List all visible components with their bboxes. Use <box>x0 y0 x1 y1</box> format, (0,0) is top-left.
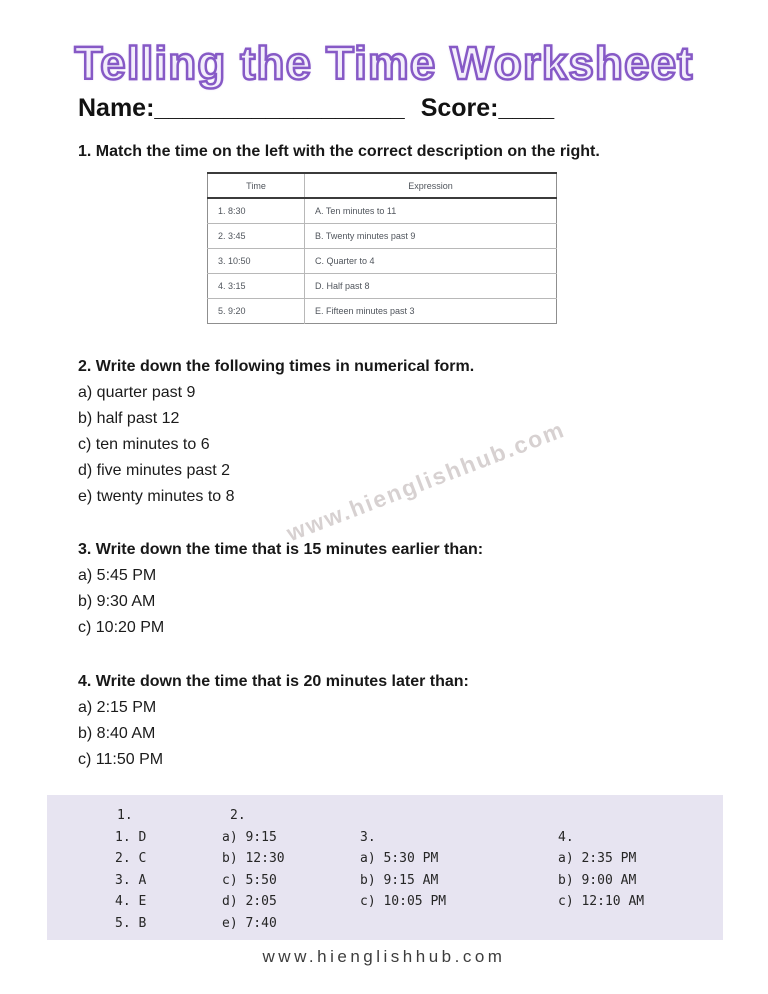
matching-table <box>207 172 557 324</box>
watermark-text: www.hienglishhub.com <box>282 415 569 547</box>
answer-q3-item: c) 10:05 PM <box>360 894 447 909</box>
answer-column-q4 <box>558 827 644 913</box>
table-header-time: Time <box>208 173 305 198</box>
table-row <box>208 248 557 273</box>
table-header-expression: Expression <box>305 173 557 198</box>
question-2-heading: 2. Write down the following times in numerical form. <box>78 358 475 375</box>
table-cell-expression: C. Quarter to 4 <box>305 248 557 273</box>
answer-column-q1 <box>115 805 146 934</box>
name-blank-line: __________________ <box>154 94 405 122</box>
answer-q2-item: b) 12:30 <box>222 851 285 866</box>
score-blank-line: ____ <box>498 94 555 122</box>
question-4-item-b: b) 8:40 AM <box>78 725 156 742</box>
footer-website-url: www.hienglishhub.com <box>262 947 506 966</box>
question-4-heading: 4. Write down the time that is 20 minutes later than: <box>78 673 469 690</box>
question-3-item-b: b) 9:30 AM <box>78 593 156 610</box>
question-3-heading: 3. Write down the time that is 15 minutes earlier than: <box>78 541 484 558</box>
name-label: Name: <box>78 94 155 122</box>
answer-q2-item: c) 5:50 <box>222 872 277 888</box>
answer-q1-header: 1. <box>117 808 133 823</box>
question-1-heading: 1. Match the time on the left with the correct description on the right. <box>78 143 600 160</box>
question-2-item-e: e) twenty minutes to 8 <box>78 488 235 505</box>
score-label: Score: <box>420 94 499 122</box>
answer-key-box <box>47 795 723 940</box>
answer-q4-item: c) 12:10 AM <box>558 894 645 909</box>
table-cell-time: 4. 3:15 <box>208 273 305 298</box>
answer-q1-item: 4. E <box>115 894 147 909</box>
table-cell-expression: D. Half past 8 <box>305 273 557 298</box>
table-row <box>208 223 557 248</box>
question-4-item-c: c) 11:50 PM <box>78 751 164 768</box>
answer-q2-item: e) 7:40 <box>222 915 277 931</box>
answer-q3-item: b) 9:15 AM <box>360 872 439 888</box>
question-2-item-c: c) ten minutes to 6 <box>78 436 210 453</box>
table-cell-time: 1. 8:30 <box>208 198 305 223</box>
table-cell-time: 3. 10:50 <box>208 248 305 273</box>
answer-q2-item: d) 2:05 <box>222 894 277 909</box>
table-cell-time: 5. 9:20 <box>208 298 305 323</box>
question-3-item-a: a) 5:45 PM <box>78 567 157 584</box>
answer-q1-item: 1. D <box>115 829 147 845</box>
table-cell-time: 2. 3:45 <box>208 223 305 248</box>
answer-column-q2 <box>222 805 285 934</box>
name-score-line <box>78 94 554 123</box>
page-title: Telling the Time Worksheet <box>74 37 694 89</box>
question-2-block <box>78 354 474 510</box>
answer-q1-item: 3. A <box>115 872 147 888</box>
question-4-block <box>78 669 469 773</box>
answer-q1-item: 2. C <box>115 851 147 866</box>
table-header-row <box>208 173 557 198</box>
answer-q4-item: a) 2:35 PM <box>558 851 637 866</box>
answer-q3-header: 3. <box>360 829 376 845</box>
table-cell-expression: A. Ten minutes to 11 <box>305 198 557 223</box>
table-cell-expression: E. Fifteen minutes past 3 <box>305 298 557 323</box>
question-2-item-a: a) quarter past 9 <box>78 384 196 401</box>
table-row <box>208 198 557 223</box>
table-row <box>208 298 557 323</box>
table-row <box>208 273 557 298</box>
question-2-item-d: d) five minutes past 2 <box>78 462 231 479</box>
answer-q4-item: b) 9:00 AM <box>558 872 637 888</box>
question-2-item-b: b) half past 12 <box>78 410 180 427</box>
question-3-block <box>78 537 483 641</box>
question-4-item-a: a) 2:15 PM <box>78 699 157 716</box>
answer-q3-item: a) 5:30 PM <box>360 851 439 866</box>
answer-q4-header: 4. <box>558 829 574 845</box>
answer-column-q3 <box>360 827 446 913</box>
question-3-item-c: c) 10:20 PM <box>78 619 165 636</box>
answer-q2-item: a) 9:15 <box>222 829 277 845</box>
answer-q1-item: 5. B <box>115 915 147 931</box>
answer-q2-header: 2. <box>230 808 246 823</box>
table-cell-expression: B. Twenty minutes past 9 <box>305 223 557 248</box>
